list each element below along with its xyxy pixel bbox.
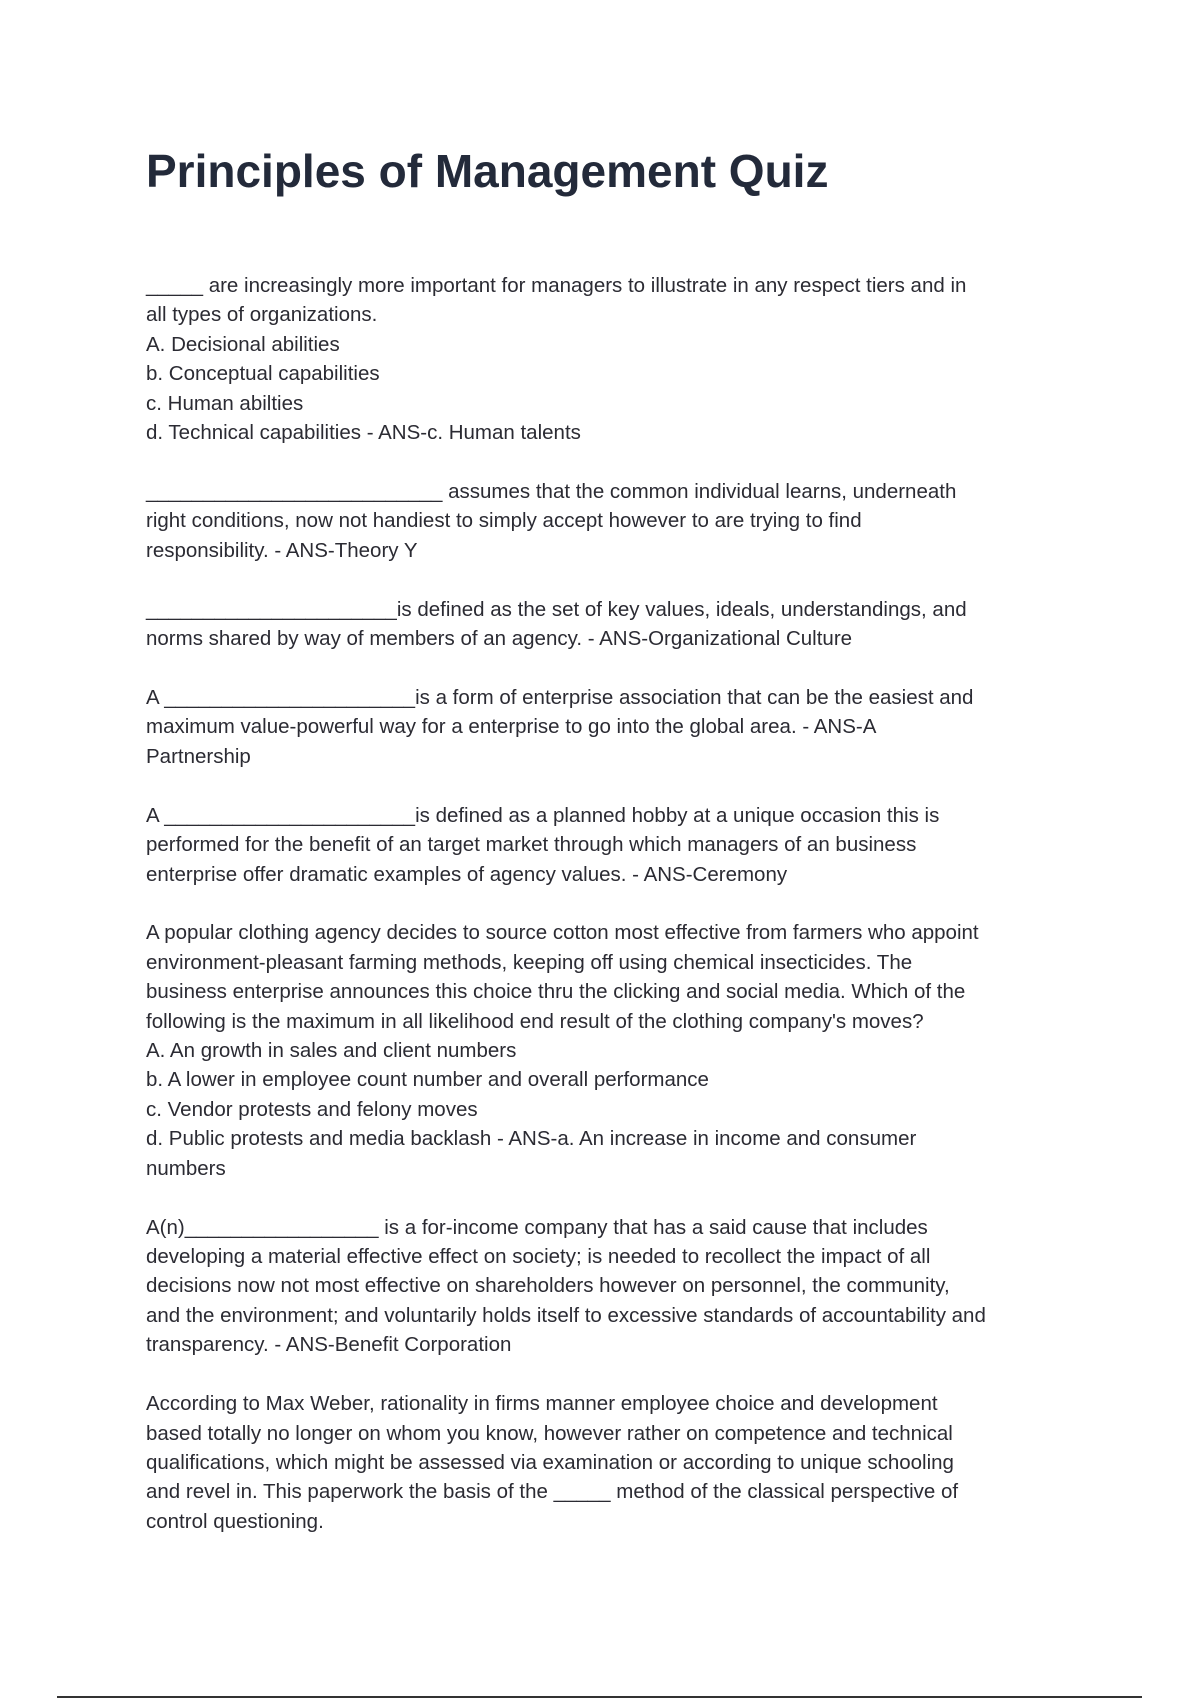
question-block	[146, 683, 1066, 771]
answer-option: b. A lower in employee count number and overall performance	[146, 1068, 709, 1092]
page-bottom-divider	[57, 1696, 1142, 1698]
question-text-line: Partnership	[146, 744, 251, 768]
question-text-line: all types of organizations.	[146, 303, 378, 327]
question-text-line: decisions now not most effective on shareholders however on personnel, the community,	[146, 1274, 950, 1298]
question-text-line: A ______________________is a form of enterprise association that can be the easiest and	[146, 685, 974, 709]
question-text-line: A ______________________is defined as a planned hobby at a unique occasion this is	[146, 803, 940, 827]
answer-option: A. Decisional abilities	[146, 332, 340, 356]
question-text-line: A(n)_________________ is a for-income company that has a said cause that includes	[146, 1215, 928, 1239]
page-title: Principles of Management Quiz	[146, 145, 829, 197]
question-text-line: __________________________ assumes that the common individual learns, underneath	[146, 479, 957, 503]
answer-option: d. Technical capabilities - ANS-c. Human talents	[146, 421, 581, 445]
answer-option: c. Human abilties	[146, 391, 304, 415]
question-text-line: following is the maximum in all likelihood end result of the clothing company's moves?	[146, 1009, 924, 1033]
question-text-line: responsibility. - ANS-Theory Y	[146, 538, 418, 562]
question-text-line: A popular clothing agency decides to source cotton most effective from farmers who appoint	[146, 921, 979, 945]
question-text-line: and revel in. This paperwork the basis of the _____ method of the classical perspective of	[146, 1480, 959, 1504]
question-text-line: transparency. - ANS-Benefit Corporation	[146, 1333, 512, 1357]
question-block	[146, 1389, 1066, 1536]
question-text-line: control questioning.	[146, 1509, 324, 1533]
question-text-line: business enterprise announces this choice thru the clicking and social media. Which of the	[146, 980, 966, 1004]
question-text-line: right conditions, now not handiest to simply accept however to are trying to find	[146, 509, 862, 533]
answer-option: numbers	[146, 1156, 226, 1180]
question-text-line: qualifications, which might be assessed via examination or according to unique schooling	[146, 1450, 954, 1474]
question-text-line: enterprise offer dramatic examples of agency values. - ANS-Ceremony	[146, 862, 788, 886]
question-text-line: developing a material effective effect on society; is needed to recollect the impact of all	[146, 1244, 931, 1268]
question-text-line: According to Max Weber, rationality in firms manner employee choice and development	[146, 1392, 938, 1416]
question-block	[146, 918, 1066, 1183]
question-block	[146, 1213, 1066, 1360]
question-text-line: ______________________is defined as the set of key values, ideals, understandings, and	[146, 597, 967, 621]
question-block	[146, 801, 1066, 889]
question-text-line: maximum value-powerful way for a enterprise to go into the global area. - ANS-A	[146, 715, 877, 739]
question-block	[146, 477, 1066, 565]
question-text-line: environment-pleasant farming methods, keeping off using chemical insecticides. The	[146, 950, 913, 974]
question-text-line: performed for the benefit of an target market through which managers of an business	[146, 833, 917, 857]
answer-option: b. Conceptual capabilities	[146, 362, 380, 386]
question-text-line: norms shared by way of members of an agency. - ANS-Organizational Culture	[146, 627, 853, 651]
question-text-line: _____ are increasingly more important for managers to illustrate in any respect tiers and in	[146, 274, 967, 297]
question-text-line: and the environment; and voluntarily holds itself to excessive standards of accountability and	[146, 1303, 986, 1327]
answer-option: A. An growth in sales and client numbers	[146, 1039, 517, 1063]
question-block	[146, 271, 1066, 447]
answer-option: c. Vendor protests and felony moves	[146, 1097, 478, 1121]
question-list	[146, 271, 1066, 1566]
answer-option: d. Public protests and media backlash - ANS-a. An increase in income and consumer	[146, 1127, 917, 1151]
question-text-line: based totally no longer on whom you know, however rather on competence and technical	[146, 1421, 953, 1445]
question-block	[146, 595, 1066, 654]
